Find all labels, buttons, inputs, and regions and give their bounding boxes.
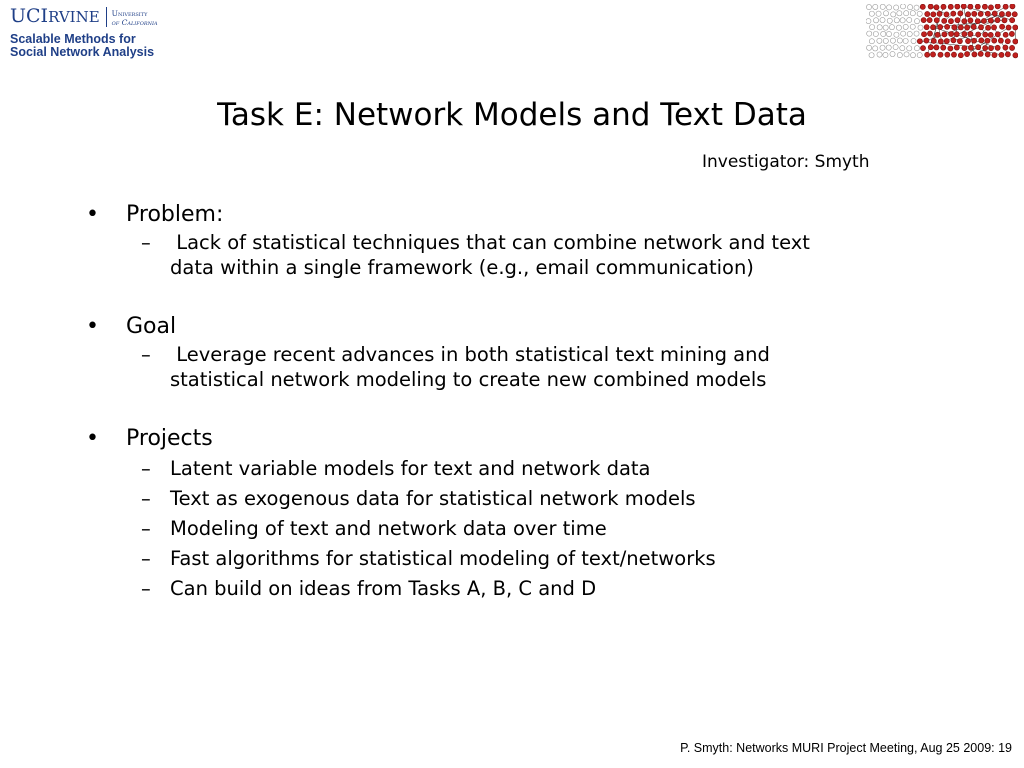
network-node [928,45,933,50]
investigator-label: Investigator: Smyth [702,152,870,172]
sub-text: Fast algorithms for statistical modeling of text/networks [170,547,716,570]
sub-text-line2: statistical network modeling to create new combined models [170,368,767,391]
network-node [951,11,956,16]
bullet-heading: Problem: [126,202,224,227]
network-node [968,31,973,36]
network-node [983,32,988,37]
network-node [883,52,888,57]
network-node [964,51,969,56]
program-name [10,33,180,59]
network-node [894,18,899,23]
uc-name [112,9,158,27]
network-node [880,4,885,9]
sub-text-line1: Lack of statistical techniques that can combine network and text [170,231,810,254]
network-node [988,46,993,51]
network-node [930,25,935,30]
network-node [894,5,899,10]
network-node [999,52,1004,57]
bullet-dot: • [86,426,99,451]
network-node [995,18,1000,23]
network-node [897,52,902,57]
network-node [1010,4,1015,9]
network-node [904,11,909,16]
sub-list [86,454,966,604]
uci-logo-rest: RVINE [48,8,100,26]
network-node [981,18,986,23]
network-node [900,4,905,9]
sub-dash: – [141,487,151,510]
network-node [880,45,885,50]
network-node [886,45,891,50]
network-node [968,18,973,23]
network-node [1012,12,1017,17]
network-node [869,11,874,16]
network-node [971,24,976,29]
network-node [917,11,922,16]
network-node [921,18,926,23]
network-node [954,45,959,50]
network-node [941,4,946,9]
network-graph-image [866,4,1018,59]
network-node [907,46,912,51]
network-node [976,32,981,37]
network-node [883,38,888,43]
network-node [985,11,990,16]
network-node [985,52,990,57]
network-node [978,25,983,30]
network-node [982,4,987,9]
network-node [972,11,977,16]
sub-item [86,484,966,514]
network-node [955,18,960,23]
network-node [910,53,915,58]
network-node [931,38,936,43]
network-node [881,31,886,36]
network-node [1013,25,1018,30]
sub-list [86,230,966,280]
sub-dash: – [141,547,151,570]
sub-dash: – [141,517,151,540]
network-node [971,38,976,43]
logo-block [10,5,180,59]
network-node [948,4,953,9]
network-node [927,18,932,23]
sub-item [86,454,966,484]
network-node [958,25,963,30]
network-node [925,11,930,16]
network-node [867,31,872,36]
network-node [975,19,980,24]
uci-logo-initials: UCI [10,5,49,27]
network-node [944,12,949,17]
sub-dash: – [141,457,151,480]
network-node [968,4,973,9]
network-node [988,5,993,10]
network-node [934,45,939,50]
sub-item [86,574,966,604]
network-node [1003,4,1008,9]
network-node [991,25,996,30]
network-node [877,38,882,43]
network-node [1005,52,1010,57]
network-node [890,38,895,43]
network-node [968,45,973,50]
program-name-line1: Scalable Methods for [10,32,136,46]
network-node [894,32,899,37]
network-node [945,24,950,29]
network-node [951,38,956,43]
network-node [958,11,963,16]
network-node [992,11,997,16]
network-node [938,24,943,29]
network-node [1006,25,1011,30]
network-node [992,52,997,57]
bullet-heading: Goal [126,314,177,339]
network-node [924,38,929,43]
network-node [891,12,896,17]
network-node [962,19,967,24]
network-node [975,4,980,9]
network-node [900,46,905,51]
network-node [962,45,967,50]
network-node [883,11,888,16]
network-node [900,18,905,23]
network-node [965,25,970,30]
network-node [920,46,925,51]
network-node [934,5,939,10]
program-name-line2: Social Network Analysis [10,45,155,59]
network-node [907,17,912,22]
bullet-dot: • [86,314,99,339]
network-node [942,32,947,37]
network-node [976,45,981,50]
network-node [962,31,967,36]
network-node [972,52,977,57]
network-node [914,5,919,10]
network-node [866,4,871,9]
network-node [925,52,930,57]
sub-text-line2: data within a single framework (e.g., email communication) [170,256,754,279]
network-node [1009,31,1014,36]
network-node [866,19,871,24]
sub-item [86,342,966,392]
network-node [880,17,885,22]
bullet-goal [86,312,966,342]
uci-logo-row [10,5,180,27]
network-node [914,31,919,36]
network-node [924,25,929,30]
network-node [927,31,932,36]
network-node [908,5,913,10]
network-node [979,38,984,43]
sub-dash: – [141,343,151,366]
network-node [873,4,878,9]
network-node [949,31,954,36]
network-node [965,39,970,44]
network-node [904,52,909,57]
network-node [930,52,935,57]
network-node [954,32,959,37]
network-node [869,24,874,29]
network-node [869,39,874,44]
slide-footer: P. Smyth: Networks MURI Project Meeting, Aug 25 2009: 19 [680,741,1012,755]
network-node [897,11,902,16]
network-node [958,53,963,58]
uci-logo [10,6,100,27]
network-node [1013,53,1018,58]
network-node [961,4,966,9]
network-node [914,46,919,51]
sub-item [86,230,966,280]
network-node [907,31,912,36]
network-node [992,38,997,43]
network-node [918,25,923,30]
sub-text: Can build on ideas from Tasks A, B, C and D [170,577,597,600]
network-node [995,32,1000,37]
network-node [873,18,878,23]
network-node [944,38,949,43]
network-node [937,11,942,16]
network-node [1003,45,1008,50]
bullet-dot: • [86,202,99,227]
network-node [896,25,901,30]
network-node [890,51,895,56]
network-node [988,32,993,37]
network-node [917,39,922,44]
network-node [903,24,908,29]
network-node [985,38,990,43]
network-node [948,46,953,51]
network-node [941,45,946,50]
sub-item [86,514,966,544]
sub-text: Text as exogenous data for statistical network models [170,487,696,510]
sub-dash: – [141,577,151,600]
network-node [883,25,888,30]
sub-text-line1: Leverage recent advances in both statistical text mining and [170,343,770,366]
bullet-problem [86,200,966,230]
network-node [917,53,922,58]
uc-name-line2: of California [111,18,158,27]
network-node [921,32,926,37]
network-node [1002,18,1007,23]
network-node [951,52,956,57]
logo-divider [106,7,107,27]
network-node [935,32,940,37]
network-node [985,25,990,30]
sub-text: Modeling of text and network data over time [170,517,607,540]
network-node [911,38,916,43]
network-node [938,39,943,44]
sub-item [86,544,966,574]
network-node [1009,45,1014,50]
network-node [869,53,874,58]
network-node [942,18,947,23]
network-node [978,11,983,16]
network-node [889,25,894,30]
network-node [931,12,936,17]
slide-title: Task E: Network Models and Text Data [217,97,807,133]
network-node [1010,18,1015,23]
network-node [938,52,943,57]
network-node [934,18,939,23]
network-node [877,25,882,30]
sub-list [86,342,966,392]
network-node [983,45,988,50]
network-node [873,46,878,51]
network-node [998,38,1003,43]
bullet-projects [86,424,966,454]
network-node [1006,11,1011,16]
network-node [952,25,957,30]
sub-text: Latent variable models for text and network data [170,457,651,480]
network-node [886,31,891,36]
network-node [955,4,960,9]
network-node [1005,39,1010,44]
network-node [948,19,953,24]
network-node [965,12,970,17]
network-node [910,11,915,16]
network-node [1003,32,1008,37]
network-node [910,24,915,29]
network-node [995,4,1000,9]
network-node [897,38,902,43]
network-node [876,11,881,16]
network-node [866,45,871,50]
bullet-heading: Projects [126,426,213,451]
network-node [957,39,962,44]
network-node [945,52,950,57]
network-node [887,18,892,23]
network-node [988,18,993,23]
network-node [920,4,925,9]
network-node [999,11,1004,16]
network-node [999,24,1004,29]
network-node [978,51,983,56]
uc-name-line1: University [111,9,148,18]
network-node [901,31,906,36]
network-node [886,5,891,10]
network-node [893,45,898,50]
network-node [903,38,908,43]
network-node [877,52,882,57]
network-node [1013,39,1018,44]
network-node [914,19,919,24]
network-node [995,45,1000,50]
network-node [873,31,878,36]
slide-content [86,200,966,604]
network-node [928,4,933,9]
sub-dash: – [141,231,151,254]
